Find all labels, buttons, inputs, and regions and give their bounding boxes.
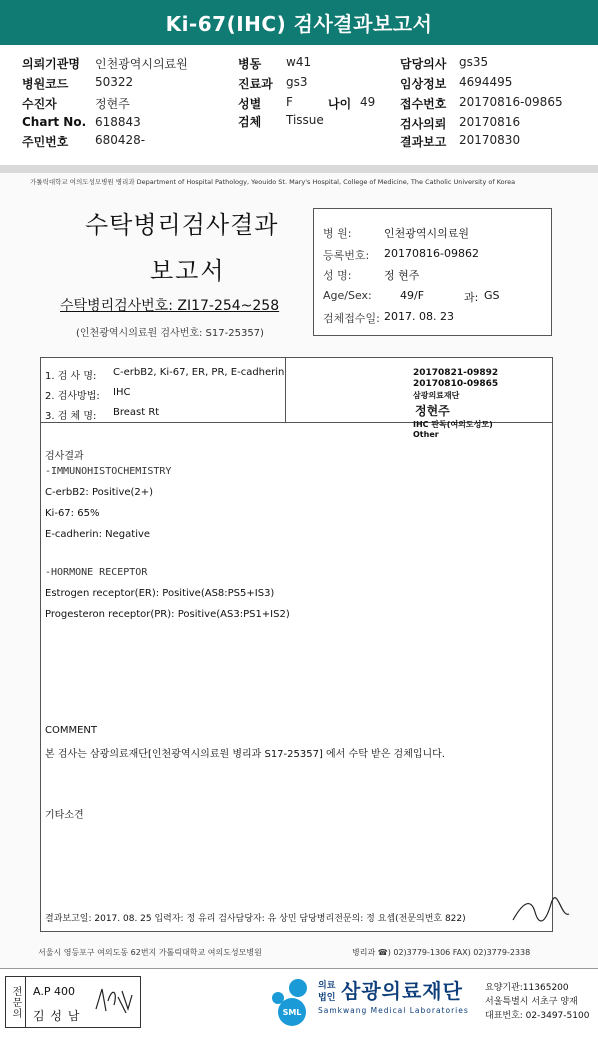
label-accession-no: 접수번호: [400, 97, 447, 111]
hospital-phone: 병리과 ☎) 02)3779-1306 FAX) 02)3779-2338: [352, 948, 531, 957]
result-c-erbb2: C-erbB2: Positive(2+): [45, 487, 154, 498]
report-title: Ki-67(IHC) 검사결과보고서: [165, 12, 433, 36]
exam-divider: [285, 358, 286, 422]
stamp-other: Other: [413, 430, 439, 439]
footer: [0, 972, 598, 1041]
results-heading: 검사결과: [45, 451, 84, 462]
brand-prefix-bottom: 법인: [318, 993, 336, 1003]
result-pr: Progesteron receptor(PR): Positive(AS3:PS1+IS2): [45, 609, 290, 620]
pb-dept: GS: [484, 289, 500, 302]
footer-address: 서울특별시 서초구 양재: [485, 997, 578, 1007]
pb-name: 정 현주: [384, 269, 420, 282]
stamp-name: 정현주: [415, 404, 450, 418]
value-department: gs3: [286, 75, 308, 89]
sml-logo-icon: [268, 976, 314, 1026]
value-ward: w41: [286, 55, 312, 69]
label-clinical-info: 임상정보: [400, 77, 447, 91]
specialist-box: [5, 976, 141, 1028]
value-hospital-code: 50322: [95, 75, 134, 89]
accession-stamp: [413, 364, 543, 442]
value-report-date: 20170830: [459, 133, 521, 147]
label-department: 진료과: [238, 77, 273, 91]
value-chart-no: 618843: [95, 115, 141, 129]
value-doctor: gs35: [459, 55, 489, 69]
value-resident-no: 680428-: [95, 133, 146, 147]
ap-number: A.P 400: [33, 985, 75, 998]
label-doctor: 담당의사: [400, 57, 447, 71]
value-age: 49: [360, 95, 376, 109]
brand-name: 삼광의료재단: [341, 979, 463, 1003]
label-institution: 의뢰기관명: [22, 57, 80, 71]
scan-title-line1: 수탁병리검사결과: [85, 211, 279, 239]
exam-method: IHC: [113, 387, 131, 398]
value-clinical-info: 4694495: [459, 75, 513, 89]
brand-prefix-top: 의료: [318, 981, 336, 991]
pb-hospital: 인천광역시의료원: [384, 227, 470, 240]
sml-logo-text: SML: [282, 1008, 302, 1017]
hospital-address: 서울시 영등포구 여의도동 62번지 가톨릭대학교 여의도성모병원: [38, 948, 262, 957]
exam-name-label: 1. 검 사 명:: [45, 371, 97, 382]
label-sex: 성별: [238, 97, 262, 111]
label-specimen: 검체: [238, 115, 262, 129]
consult-number: 수탁병리검사번호: ZI17-254~258: [60, 298, 280, 314]
pb-reg: 20170816-09862: [384, 247, 479, 260]
brand-english: Samkwang Medical Laboratories: [318, 1006, 469, 1015]
pathologist-signature: [511, 894, 571, 930]
value-sex: F: [286, 95, 293, 109]
local-number: (인천광역시의료원 검사번호: S17-25357): [76, 328, 264, 339]
label-hospital-code: 병원코드: [22, 77, 69, 91]
result-er: Estrogen receptor(ER): Positive(AS8:PS5+IS3): [45, 588, 275, 599]
value-patient: 정현주: [95, 97, 130, 111]
signature-line: 결과보고일: 2017. 08. 25 입력자: 정 유리 검사담당자: 유 상민 담당병리전문의: 정 요셉(전문의번호 822): [45, 914, 466, 924]
scan-title-line2: 보고서: [150, 257, 226, 285]
stamp-number-1: 20170821-09892: [413, 368, 499, 378]
label-report-date: 결과보고: [400, 135, 447, 149]
pb-reg-label: 등록번호:: [323, 249, 370, 262]
specialist-label-cell: [6, 977, 26, 1027]
value-specimen: Tissue: [286, 113, 324, 127]
label-request-date: 검사의뢰: [400, 117, 447, 131]
comment-heading: COMMENT: [45, 725, 98, 736]
label-ward: 병동: [238, 57, 262, 71]
result-ki67: Ki-67: 65%: [45, 508, 100, 519]
patient-info-panel: [0, 45, 598, 165]
scan-header-line: 가톨릭대학교 여의도성모병원 병리과 Department of Hospital Pathology, Yeouido St. Mary's Hospital, College of Medicine, The Catholic University of Korea: [30, 178, 516, 186]
report-title-bar: [0, 0, 598, 45]
label-patient: 수진자: [22, 97, 57, 111]
hr-heading: -HORMONE RECEPTOR: [45, 567, 148, 578]
result-e-cadherin: E-cadherin: Negative: [45, 529, 151, 540]
exam-specimen: Breast Rt: [113, 407, 160, 418]
pb-age-label: Age/Sex:: [323, 289, 372, 302]
pb-date: 2017. 08. 23: [384, 310, 454, 323]
pb-dept-label: 과:: [464, 291, 479, 304]
exam-specimen-label: 3. 검 체 명:: [45, 411, 97, 422]
pb-date-label: 검체접수일:: [323, 312, 380, 325]
pb-age: 49/F: [400, 289, 425, 302]
footer-divider: [0, 968, 598, 969]
stamp-note: IHC 판독(여의도성모): [413, 420, 493, 429]
pb-name-label: 성 명:: [323, 269, 352, 282]
other-findings-heading: 기타소견: [45, 810, 84, 821]
specialist-label: 전문의: [10, 985, 21, 1019]
stamp-org: 삼광의료재단: [413, 391, 460, 400]
value-request-date: 20170816: [459, 115, 521, 129]
scanned-report: [0, 173, 598, 968]
label-resident-no: 주민번호: [22, 135, 69, 149]
footer-phone: 대표번호: 02-3497-5100: [485, 1011, 590, 1021]
ihc-heading: -IMMUNOHISTOCHEMISTRY: [45, 466, 172, 477]
exam-method-label: 2. 검사방법:: [45, 391, 100, 402]
result-box: [40, 357, 553, 932]
section-separator: [0, 165, 598, 173]
value-institution: 인천광역시의료원: [95, 57, 188, 71]
facility-code: 요양기관:11365200: [485, 983, 569, 993]
stamp-number-2: 20170810-09865: [413, 379, 499, 389]
pb-hospital-label: 병 원:: [323, 227, 352, 240]
label-age: 나이: [328, 97, 352, 111]
doctor-signature: [92, 983, 136, 1021]
comment-text: 본 검사는 삼광의료재단[인천광역시의료원 병리과 S17-25357] 에서 수탁 받은 검체입니다.: [45, 749, 446, 760]
doctor-name: 김 성 남: [33, 1009, 81, 1023]
exam-name: C-erbB2, Ki-67, ER, PR, E-cadherin: [113, 367, 285, 378]
value-accession-no: 20170816-09865: [459, 95, 563, 109]
patient-box: [313, 208, 552, 336]
label-chart-no: Chart No.: [22, 115, 87, 129]
